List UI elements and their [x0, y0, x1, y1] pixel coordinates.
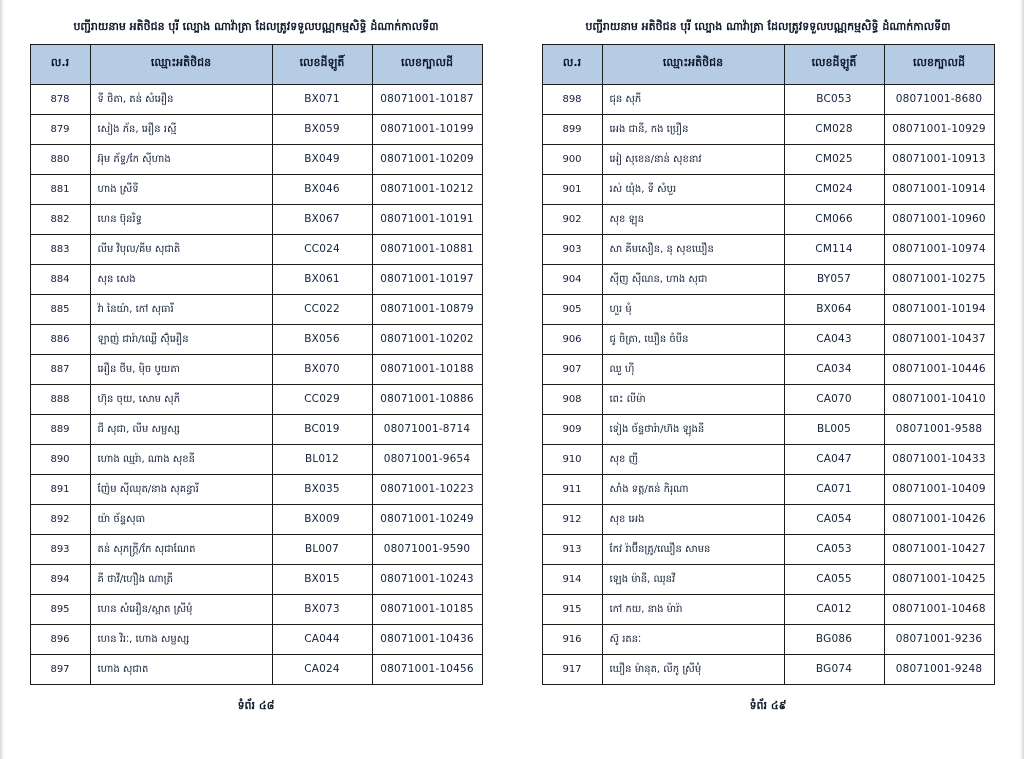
land-title-number: 08071001-10437: [884, 324, 994, 354]
page-right: [512, 0, 1024, 759]
land-title-number: 08071001-10197: [372, 264, 482, 294]
row-number: 904: [542, 264, 602, 294]
row-number: 915: [542, 594, 602, 624]
table-row: [30, 534, 482, 564]
table-row: [542, 84, 994, 114]
land-title-number: 08071001-10426: [884, 504, 994, 534]
customer-name: សៀង ភ័ន, អឿន រស្មី: [90, 114, 272, 144]
table-row: [542, 354, 994, 384]
table-row: [30, 264, 482, 294]
land-title-number: 08071001-10879: [372, 294, 482, 324]
land-title-number: 08071001-9590: [372, 534, 482, 564]
customer-name: សុន សេង: [90, 264, 272, 294]
land-title-number: 08071001-8680: [884, 84, 994, 114]
row-number: 880: [30, 144, 90, 174]
customer-name: សុខ ឡុន: [602, 204, 784, 234]
row-number: 901: [542, 174, 602, 204]
land-title-number: 08071001-9588: [884, 414, 994, 444]
customer-name: ហោង ឈ្មរ៉ា, ណាង សុខនី: [90, 444, 272, 474]
land-title-number: 08071001-10446: [884, 354, 994, 384]
table-row: [30, 354, 482, 384]
row-number: 906: [542, 324, 602, 354]
page-title: បញ្ជីរាយនាម អតិថិជន បុរី ល្បោង ណាវ៉ាត្រា ដែលត្រូវទទួលបណ្ណកម្មសិទ្ធិ ដំណាក់កាលទី៣: [585, 20, 951, 33]
table-row: [30, 624, 482, 654]
table-row: [542, 414, 994, 444]
land-title-number: 08071001-10223: [372, 474, 482, 504]
lot-number: BX015: [272, 564, 372, 594]
page-title: បញ្ជីរាយនាម អតិថិជន បុរី ល្បោង ណាវ៉ាត្រា ដែលត្រូវទទួលបណ្ណកម្មសិទ្ធិ ដំណាក់កាលទី៣: [73, 20, 439, 33]
table-row: [30, 504, 482, 534]
customer-name: អៀ សុខេន/នាន់ សុខនាវ: [602, 144, 784, 174]
table-row: [30, 174, 482, 204]
row-number: 878: [30, 84, 90, 114]
customer-name: ហោង សុជាត: [90, 654, 272, 684]
lot-number: BG086: [784, 624, 884, 654]
lot-number: BX035: [272, 474, 372, 504]
lot-number: BX064: [784, 294, 884, 324]
table-row: [542, 534, 994, 564]
land-title-number: 08071001-10881: [372, 234, 482, 264]
table-row: [30, 414, 482, 444]
row-number: 909: [542, 414, 602, 444]
lot-number: CC022: [272, 294, 372, 324]
lot-number: CC024: [272, 234, 372, 264]
column-header-lot-number: លេខដីឡូតិ៍: [784, 44, 884, 84]
row-number: 911: [542, 474, 602, 504]
row-number: 897: [30, 654, 90, 684]
lot-number: CA047: [784, 444, 884, 474]
customer-name: ញ៉ែម ស៊ីឈុត/នាង សុគន្ធារី: [90, 474, 272, 504]
land-title-number: 08071001-10914: [884, 174, 994, 204]
customer-name: កែវ រ៉ាប៊ីនត្រូ/ឈឿន សាមន: [602, 534, 784, 564]
lot-number: BX009: [272, 504, 372, 534]
customer-table-right: [542, 44, 995, 685]
lot-number: BX046: [272, 174, 372, 204]
customer-name: សាំង ទត្ត/តន់ កិរុណា: [602, 474, 784, 504]
customer-name: ស៊ីញ ស៊ីណន, ហាង សុជា: [602, 264, 784, 294]
table-row: [542, 324, 994, 354]
customer-name: អ៊ុម ភ័ទ្ទ/កែ ស៊ីហាង: [90, 144, 272, 174]
table-row: [542, 504, 994, 534]
row-number: 903: [542, 234, 602, 264]
lot-number: BX070: [272, 354, 372, 384]
table-row: [542, 384, 994, 414]
lot-number: CM024: [784, 174, 884, 204]
customer-name: ជី សុជា, លីម សម្ផស្ស: [90, 414, 272, 444]
row-number: 887: [30, 354, 90, 384]
row-number: 884: [30, 264, 90, 294]
row-number: 905: [542, 294, 602, 324]
lot-number: BG074: [784, 654, 884, 684]
row-number: 916: [542, 624, 602, 654]
column-header-lot-number: លេខដីឡូតិ៍: [272, 44, 372, 84]
customer-name: ឃឿន ម៉ានុត, លីកូ ស្រីមុំ: [602, 654, 784, 684]
row-number: 900: [542, 144, 602, 174]
customer-name: ស៊ូ រតនៈ: [602, 624, 784, 654]
table-row: [542, 594, 994, 624]
table-row: [30, 324, 482, 354]
table-row: [30, 144, 482, 174]
column-header-customer-name: ឈ្មោះអតិថិជន: [602, 44, 784, 84]
column-header-number: ល.រ: [542, 44, 602, 84]
row-number: 885: [30, 294, 90, 324]
customer-name: ឡាញ់ ជារ៉ា/ឈ្លើ ស៊ុំអឿន: [90, 324, 272, 354]
row-number: 913: [542, 534, 602, 564]
row-number: 891: [30, 474, 90, 504]
land-title-number: 08071001-10212: [372, 174, 482, 204]
table-row: [30, 294, 482, 324]
lot-number: BX073: [272, 594, 372, 624]
land-title-number: 08071001-10913: [884, 144, 994, 174]
land-title-number: 08071001-10187: [372, 84, 482, 114]
customer-name: ហ៊ុន ចុយ, សោម សុភី: [90, 384, 272, 414]
row-number: 908: [542, 384, 602, 414]
lot-number: CA055: [784, 564, 884, 594]
lot-number: CA054: [784, 504, 884, 534]
column-header-title-number: លេខក្បាលដី: [372, 44, 482, 84]
row-number: 894: [30, 564, 90, 594]
lot-number: CA024: [272, 654, 372, 684]
customer-name: ឈួ ហុី: [602, 354, 784, 384]
land-title-number: 08071001-10188: [372, 354, 482, 384]
table-row: [30, 234, 482, 264]
land-title-number: 08071001-10243: [372, 564, 482, 594]
row-number: 883: [30, 234, 90, 264]
customer-name: ហាង ស្រីទី: [90, 174, 272, 204]
row-number: 882: [30, 204, 90, 234]
table-row: [542, 204, 994, 234]
row-number: 914: [542, 564, 602, 594]
customer-name: យ៉ា ច័ន្ទសុធា: [90, 504, 272, 534]
table-row: [30, 444, 482, 474]
row-number: 889: [30, 414, 90, 444]
table-header: [542, 44, 994, 84]
customer-name: សុខ ញី: [602, 444, 784, 474]
table-row: [542, 144, 994, 174]
table-header: [30, 44, 482, 84]
table-row: [542, 234, 994, 264]
land-title-number: 08071001-10456: [372, 654, 482, 684]
land-title-number: 08071001-10185: [372, 594, 482, 624]
lot-number: BX059: [272, 114, 372, 144]
table-row: [542, 564, 994, 594]
customer-name: វ៉ា នៃយ៉ា, កៅ សុធារី: [90, 294, 272, 324]
land-title-number: 08071001-10427: [884, 534, 994, 564]
land-title-number: 08071001-10468: [884, 594, 994, 624]
customer-name: កៅ កយ, នាង ម៉ារ៉ា: [602, 594, 784, 624]
customer-table-left: [30, 44, 483, 685]
customer-name: សុខ អេង: [602, 504, 784, 534]
row-number: 912: [542, 504, 602, 534]
customer-name: រស់ យុំង, ទី សំបួរ: [602, 174, 784, 204]
lot-number: BY057: [784, 264, 884, 294]
land-title-number: 08071001-8714: [372, 414, 482, 444]
table-row: [542, 654, 994, 684]
table-row: [542, 474, 994, 504]
land-title-number: 08071001-10202: [372, 324, 482, 354]
lot-number: BL007: [272, 534, 372, 564]
table-row: [542, 114, 994, 144]
customer-name: ពេះ លីម៉ា: [602, 384, 784, 414]
lot-number: CC029: [272, 384, 372, 414]
customer-name: ទៀង ច័ន្ទថារ៉ា/ហ៊ង ឡុងនី: [602, 414, 784, 444]
lot-number: BC053: [784, 84, 884, 114]
customer-name: អេង ជានី, កង ប្រឿន: [602, 114, 784, 144]
customer-name: ហួរ មុំ: [602, 294, 784, 324]
page-number-footer: ទំព័រ ៤៨: [237, 698, 275, 712]
land-title-number: 08071001-10974: [884, 234, 994, 264]
land-title-number: 08071001-10929: [884, 114, 994, 144]
customer-name: ជូ ចិត្រា, ឃឿន ចំបីន: [602, 324, 784, 354]
land-title-number: 08071001-10209: [372, 144, 482, 174]
table-row: [30, 654, 482, 684]
table-row: [542, 624, 994, 654]
lot-number: BX056: [272, 324, 372, 354]
land-title-number: 08071001-10409: [884, 474, 994, 504]
table-row: [30, 384, 482, 414]
customer-name: ទី ថិតា, តន់ សំអឿន: [90, 84, 272, 114]
lot-number: CM025: [784, 144, 884, 174]
table-row: [30, 84, 482, 114]
row-number: 895: [30, 594, 90, 624]
lot-number: BC019: [272, 414, 372, 444]
lot-number: CM114: [784, 234, 884, 264]
lot-number: CA053: [784, 534, 884, 564]
row-number: 892: [30, 504, 90, 534]
row-number: 907: [542, 354, 602, 384]
land-title-number: 08071001-9236: [884, 624, 994, 654]
customer-name: ហេន វិរៈ, ហោង សម្ផស្ស: [90, 624, 272, 654]
row-number: 898: [542, 84, 602, 114]
row-number: 893: [30, 534, 90, 564]
table-row: [542, 294, 994, 324]
row-number: 910: [542, 444, 602, 474]
land-title-number: 08071001-10425: [884, 564, 994, 594]
customer-name: អឿន ថីម, មុិច បូយតា: [90, 354, 272, 384]
row-number: 896: [30, 624, 90, 654]
land-title-number: 08071001-10433: [884, 444, 994, 474]
lot-number: CM028: [784, 114, 884, 144]
customer-name: គី ថាវី/ហឿង ណាត្រី: [90, 564, 272, 594]
column-header-number: ល.រ: [30, 44, 90, 84]
customer-name: សា គីមសឿន, នុ សុខឃឿន: [602, 234, 784, 264]
table-row: [30, 114, 482, 144]
land-title-number: 08071001-9654: [372, 444, 482, 474]
land-title-number: 08071001-10410: [884, 384, 994, 414]
lot-number: CA043: [784, 324, 884, 354]
customer-name: ហេន សំអឿន/ស្អាត ស្រីមុំ: [90, 594, 272, 624]
table-row: [30, 564, 482, 594]
table-row: [30, 204, 482, 234]
lot-number: CA012: [784, 594, 884, 624]
lot-number: CA070: [784, 384, 884, 414]
land-title-number: 08071001-10199: [372, 114, 482, 144]
row-number: 888: [30, 384, 90, 414]
lot-number: BX049: [272, 144, 372, 174]
row-number: 879: [30, 114, 90, 144]
row-number: 881: [30, 174, 90, 204]
page-number-footer: ទំព័រ ៤៩: [749, 698, 787, 712]
customer-name: ឡេង ម៉ានី, ឈុនវី: [602, 564, 784, 594]
land-title-number: 08071001-10275: [884, 264, 994, 294]
land-title-number: 08071001-10886: [372, 384, 482, 414]
column-header-customer-name: ឈ្មោះអតិថិជន: [90, 44, 272, 84]
customer-name: តន់ សុភក្រ្តី/កែ សុជាណែត: [90, 534, 272, 564]
land-title-number: 08071001-10249: [372, 504, 482, 534]
customer-name: ជុន សុភី: [602, 84, 784, 114]
row-number: 902: [542, 204, 602, 234]
land-title-number: 08071001-10960: [884, 204, 994, 234]
lot-number: CM066: [784, 204, 884, 234]
table-row: [542, 444, 994, 474]
land-title-number: 08071001-10436: [372, 624, 482, 654]
table-row: [542, 174, 994, 204]
land-title-number: 08071001-10194: [884, 294, 994, 324]
row-number: 886: [30, 324, 90, 354]
table-row: [30, 474, 482, 504]
column-header-title-number: លេខក្បាលដី: [884, 44, 994, 84]
customer-name: លីម វិបុល/គីម សុជាតិ: [90, 234, 272, 264]
lot-number: BX071: [272, 84, 372, 114]
lot-number: CA071: [784, 474, 884, 504]
lot-number: CA034: [784, 354, 884, 384]
table-row: [542, 264, 994, 294]
table-row: [30, 594, 482, 624]
row-number: 899: [542, 114, 602, 144]
row-number: 890: [30, 444, 90, 474]
lot-number: BX067: [272, 204, 372, 234]
lot-number: BL005: [784, 414, 884, 444]
lot-number: CA044: [272, 624, 372, 654]
row-number: 917: [542, 654, 602, 684]
land-title-number: 08071001-10191: [372, 204, 482, 234]
customer-name: ហេន ប៊ុនរិទ្ធ: [90, 204, 272, 234]
lot-number: BL012: [272, 444, 372, 474]
land-title-number: 08071001-9248: [884, 654, 994, 684]
lot-number: BX061: [272, 264, 372, 294]
